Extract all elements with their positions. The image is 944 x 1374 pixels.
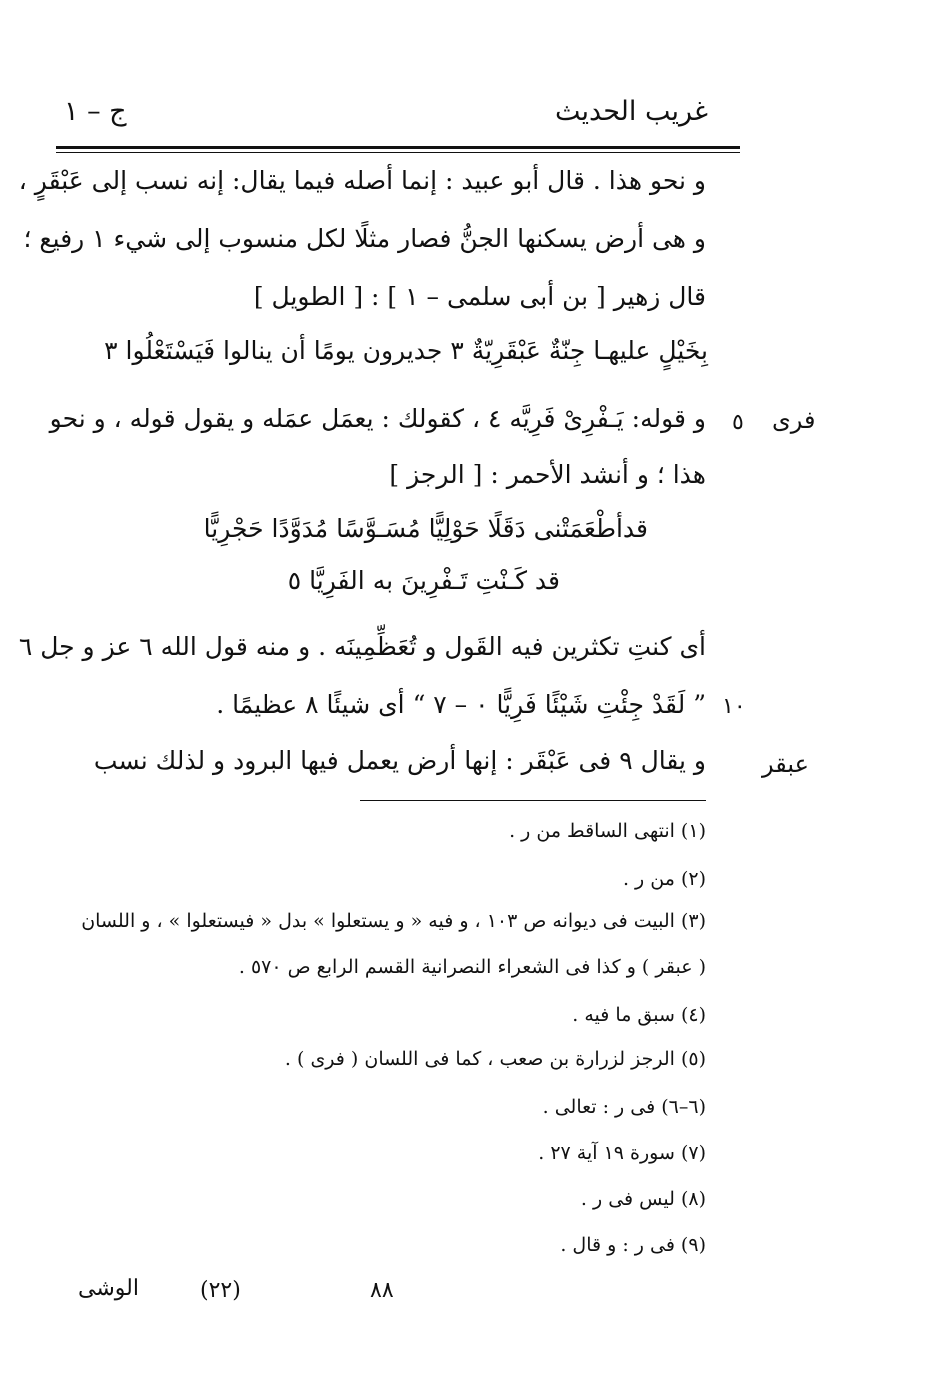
footnote: (٤) سبق ما فيه .	[572, 1004, 706, 1026]
footnote: (١) انتهى الساقط من ر .	[509, 820, 706, 842]
footnote: (٨) ليس فى ر .	[580, 1188, 706, 1210]
verse-line: بِخَيْلٍ عليهـا جِنّةٌ عَبْقَرِيّةٌ ٣ جديرون يومًا أن ينالوا فَيَسْتَعْلُوا ٣	[104, 336, 708, 365]
running-title: غريب الحديث	[555, 96, 708, 127]
margin-line-number: ٥	[732, 410, 744, 435]
footnote: ( عبقر ) و كذا فى الشعراء النصرانية القسم الرابع ص ٥٧٠ .	[238, 956, 706, 978]
page-number: ٨٨	[370, 1278, 394, 1303]
verse-line: قد كَـنْتِ تَـفْرِينَ به الفَرِيَّا ٥	[287, 566, 560, 595]
footnote-separator	[360, 800, 706, 801]
publisher-mark: الوشى	[78, 1276, 139, 1301]
margin-keyword: عبقر	[762, 750, 809, 778]
body-line: هذا ؛ و أنشد الأحمر : [ الرجز ]	[389, 460, 706, 489]
body-line: ” لَقَدْ جِئْتِ شَيْئًا فَرِيًّا ۰ – ٧ “ أى شيئًا ٨ عظيمًا .	[216, 690, 706, 719]
footnote: (٧) سورة ١٩ آية ٢٧ .	[538, 1142, 706, 1164]
footnote: (٩) فى ر : و قال .	[560, 1234, 706, 1256]
body-line: أى كنتِ تكثرين فيه القَول و تُعَظِّمِينَه . و منه قول الله ٦ عز و جل ٦	[18, 632, 706, 661]
header-rule-thin	[56, 152, 740, 153]
body-line: و قوله: يَـفْرِىْ فَرِيَّه ٤ ، كقولك : يعمَل عمَله و يقول قوله ، و نحو	[49, 404, 706, 433]
footnote: (٢) من ر .	[622, 868, 706, 890]
margin-keyword: فرى	[772, 406, 816, 434]
body-line: و هى أرض يسكنها الجنُّ فصار مثلًا لكل منسوب إلى شيء ١ رفيع ؛	[23, 224, 706, 253]
body-line: قال زهير [ بن أبى سلمى – ١ ] : [ الطويل ]	[253, 282, 706, 311]
footnote: (٦–٦) فى ر : تعالى .	[542, 1096, 706, 1118]
verse-line: قدأطْعَمَتْنى دَقَلًا حَوْلِيًّا مُسَـوَّسًا مُدَوَّدًا حَجْرِيًّا	[203, 514, 648, 543]
volume-label: ج – ١	[64, 96, 127, 127]
footnote: (٣) البيت فى ديوانه ص ١٠٣ ، و فيه « و يستعلوا » بدل « فيستعلوا » ، و اللسان	[81, 910, 706, 932]
body-line: و نحو هذا . قال أبو عبيد : إنما أصله فيما يقال: إنه نسب إلى عَبْقَرٍ ،	[18, 166, 706, 195]
body-line: و يقال ٩ فى عَبْقَر : إنها أرض يعمل فيها البرود و لذلك نسب	[93, 746, 706, 775]
folio-number: (٢٢)	[200, 1278, 241, 1303]
header-rule-thick	[56, 146, 740, 149]
footnote: (٥) الرجز لزرارة بن صعب ، كما فى اللسان ( فرى ) .	[284, 1048, 706, 1070]
margin-line-number: ١٠	[722, 694, 746, 719]
